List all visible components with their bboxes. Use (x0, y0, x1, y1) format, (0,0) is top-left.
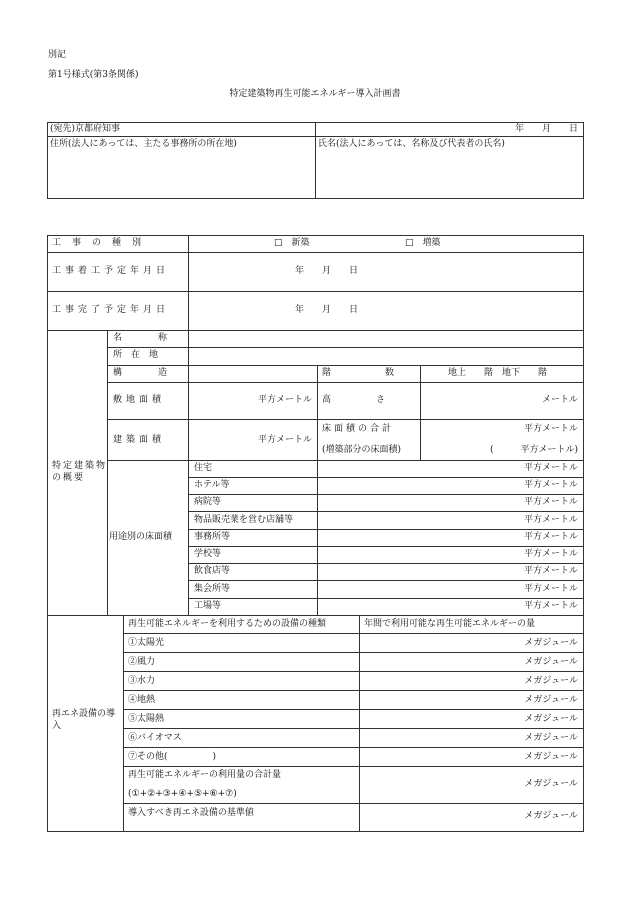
use-item: 事務所等 (194, 532, 231, 542)
use-unit[interactable]: 平方メートル (523, 584, 578, 594)
floors-label: 階 数 (322, 368, 395, 378)
floors-value[interactable]: 地上 階 地下 階 (448, 368, 548, 378)
renew-item: ②風力 (128, 657, 156, 667)
use-item: 物品販売業を営む店舗等 (194, 515, 294, 525)
use-item: 病院等 (194, 497, 222, 507)
name-label: 氏名(法人にあっては、名称及び代表者の氏名) (318, 139, 505, 149)
total-amount-formula: (①+②+③+④+⑤+⑥+⑦) (128, 789, 237, 799)
date-field[interactable]: 年 月 日 (514, 124, 578, 134)
total-floor-label: 床面積の合計 (322, 424, 395, 434)
extension-floor-unit[interactable]: ( 平方メートル) (489, 445, 578, 455)
use-unit[interactable]: 平方メートル (523, 566, 578, 576)
use-item: 飲食店等 (194, 566, 231, 576)
site-area-label: 敷地面積 (113, 395, 166, 405)
start-date-field[interactable]: 年 月 日 (295, 266, 359, 276)
building-name-label: 名 称 (113, 333, 168, 343)
note-label: 別記 (48, 50, 67, 60)
address-label: 住所(法人にあっては、主たる事務所の所在地) (50, 139, 237, 149)
form-number: 第1号様式(第3条関係) (48, 70, 139, 80)
document-title: 特定建築物再生可能エネルギー導入計画書 (229, 89, 401, 99)
height-unit[interactable]: メートル (541, 395, 578, 405)
use-item: 住宅 (194, 463, 213, 473)
renew-unit[interactable]: メガジュール (524, 752, 578, 762)
renew-item: ①太陽光 (128, 638, 165, 648)
height-label: 高 さ (322, 395, 386, 405)
renew-item: ④地熱 (128, 695, 156, 705)
building-area-unit[interactable]: 平方メートル (257, 435, 312, 445)
use-unit[interactable]: 平方メートル (523, 515, 578, 525)
site-area-unit[interactable]: 平方メートル (257, 395, 312, 405)
use-unit[interactable]: 平方メートル (523, 480, 578, 490)
renew-group-label: 再エネ設備の導入 (52, 709, 116, 731)
extension-checkbox[interactable]: □ 増築 (405, 238, 441, 248)
new-build-checkbox[interactable]: □ 新築 (274, 238, 310, 248)
standard-value-unit[interactable]: メガジュール (524, 811, 578, 821)
kind-label: 工 事 の 種 別 (52, 238, 143, 248)
renew-item: ⑥バイオマス (128, 733, 182, 743)
addressee: (宛先)京都府知事 (50, 124, 121, 134)
use-item: 工場等 (194, 601, 222, 611)
use-unit[interactable]: 平方メートル (523, 549, 578, 559)
use-area-label: 用途別の床面積 (109, 532, 173, 542)
building-area-label: 建築面積 (113, 435, 166, 445)
standard-value-label: 導入すべき再エネ設備の基準値 (128, 808, 254, 818)
end-date-field[interactable]: 年 月 日 (295, 305, 359, 315)
use-item: 学校等 (194, 549, 222, 559)
use-unit[interactable]: 平方メートル (523, 532, 578, 542)
total-amount-unit[interactable]: メガジュール (524, 779, 578, 789)
total-floor-unit[interactable]: 平方メートル (523, 424, 578, 434)
renew-unit[interactable]: メガジュール (524, 695, 578, 705)
energy-amount-header: 年間で利用可能な再生可能エネルギーの量 (364, 619, 536, 629)
renew-unit[interactable]: メガジュール (524, 676, 578, 686)
renew-item: ⑤太陽熱 (128, 714, 165, 724)
use-item: 集会所等 (194, 584, 231, 594)
use-item: ホテル等 (194, 480, 230, 490)
overview-group-label: 特定建築物の概要 (52, 461, 108, 483)
location-label: 所 在 地 (113, 350, 159, 360)
use-unit[interactable]: 平方メートル (523, 463, 578, 473)
renew-unit[interactable]: メガジュール (524, 638, 578, 648)
equipment-type-header: 再生可能エネルギーを利用するための設備の種類 (128, 619, 327, 629)
use-unit[interactable]: 平方メートル (523, 497, 578, 507)
use-unit[interactable]: 平方メートル (523, 601, 578, 611)
renew-item[interactable]: ⑦その他( ) (128, 752, 217, 762)
renew-item: ③水力 (128, 676, 156, 686)
renew-unit[interactable]: メガジュール (524, 714, 578, 724)
total-amount-label: 再生可能エネルギーの利用量の合計量 (128, 770, 282, 780)
renew-unit[interactable]: メガジュール (524, 657, 578, 667)
start-date-label: 工事着工予定年月日 (52, 266, 170, 276)
end-date-label: 工事完了予定年月日 (52, 305, 170, 315)
renew-unit[interactable]: メガジュール (524, 733, 578, 743)
total-floor-note: (増築部分の床面積) (322, 445, 402, 455)
structure-label: 構 造 (113, 368, 168, 378)
